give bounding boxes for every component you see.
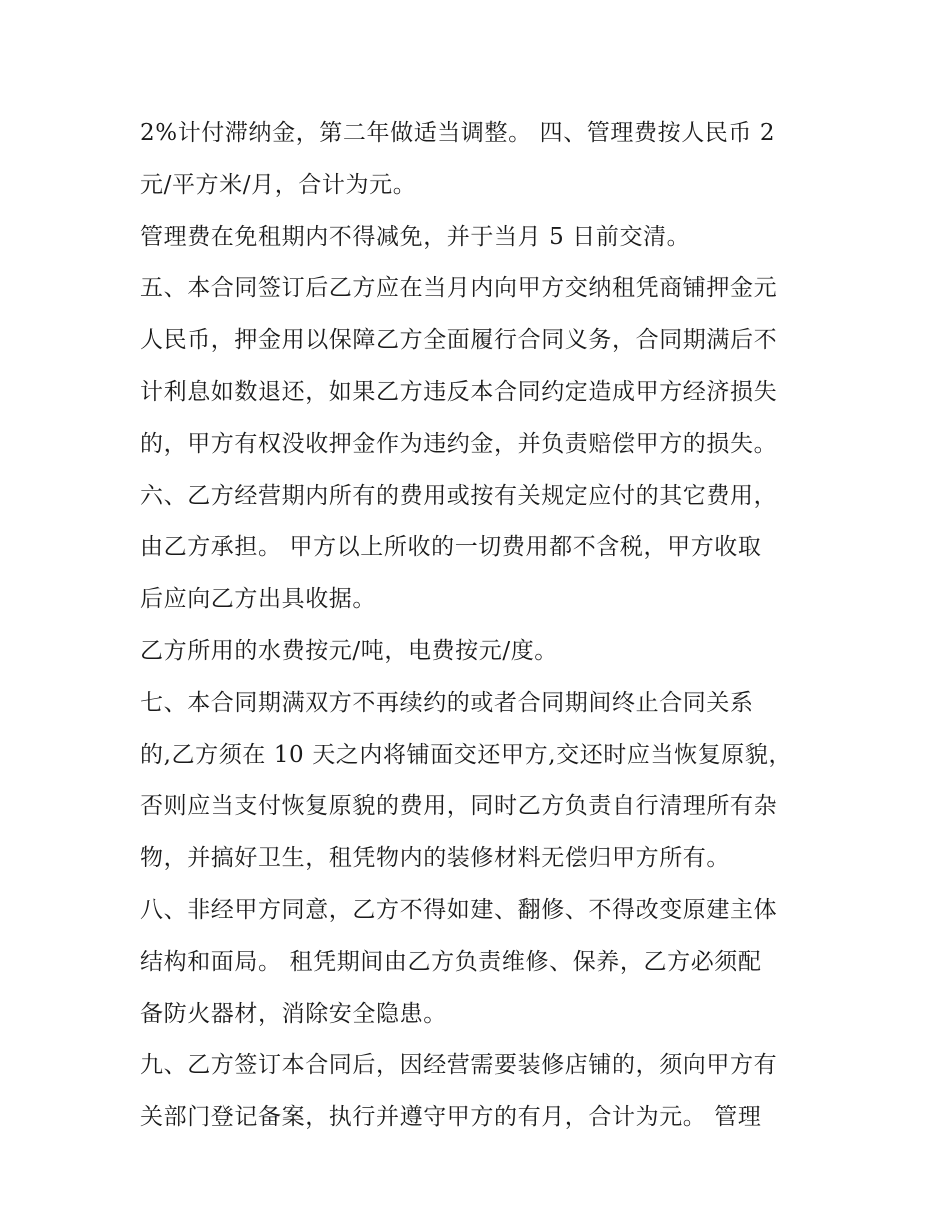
contract-text-body	[140, 108, 830, 1144]
text-line: 乙方所用的水费按元/吨，电费按元/度。	[140, 637, 558, 664]
text-line: 备防火器材，消除安全隐患。	[140, 1000, 447, 1027]
text-line: 六、乙方经营期内所有的费用或按有关规定应付的其它费用，	[140, 482, 778, 509]
text-line: 的,乙方须在 10 天之内将铺面交还甲方,交还时应当恢复原貌，	[140, 741, 793, 768]
text-line: 元/平方米/月，合计为元。	[140, 171, 417, 198]
text-line: 管理费在免租期内不得减免，并于当月 5 日前交清。	[140, 223, 691, 250]
text-line: 九、乙方签订本合同后，因经营需要装修店铺的，须向甲方有	[140, 1052, 778, 1079]
text-line: 关部门登记备案，执行并遵守甲方的有月，合计为元。 管理	[140, 1104, 762, 1131]
text-line: 人民币，押金用以保障乙方全面履行合同义务，合同期满后不	[140, 327, 778, 354]
text-line: 结构和面局。 租凭期间由乙方负责维修、保养，乙方必须配	[140, 948, 762, 975]
text-line: 由乙方承担。 甲方以上所收的一切费用都不含税，甲方收取	[140, 534, 762, 561]
text-line: 八、非经甲方同意，乙方不得如建、翻修、不得改变原建主体	[140, 896, 778, 923]
text-line: 物，并搞好卫生，租凭物内的装修材料无偿归甲方所有。	[140, 845, 730, 872]
text-line: 的，甲方有权没收押金作为违约金，并负责赔偿甲方的损失。	[140, 430, 778, 457]
text-line: 后应向乙方出具收据。	[140, 586, 376, 613]
text-line: 五、本合同签订后乙方应在当月内向甲方交纳租凭商铺押金元	[140, 275, 778, 302]
text-line: 否则应当支付恢复原貌的费用，同时乙方负责自行清理所有杂	[140, 793, 778, 820]
text-line: 七、本合同期满双方不再续约的或者合同期间终止合同关系	[140, 689, 754, 716]
text-line: 2%计付滞纳金，第二年做适当调整。 四、管理费按人民币 2	[140, 120, 776, 146]
text-line: 计利息如数退还，如果乙方违反本合同约定造成甲方经济损失	[140, 378, 778, 405]
